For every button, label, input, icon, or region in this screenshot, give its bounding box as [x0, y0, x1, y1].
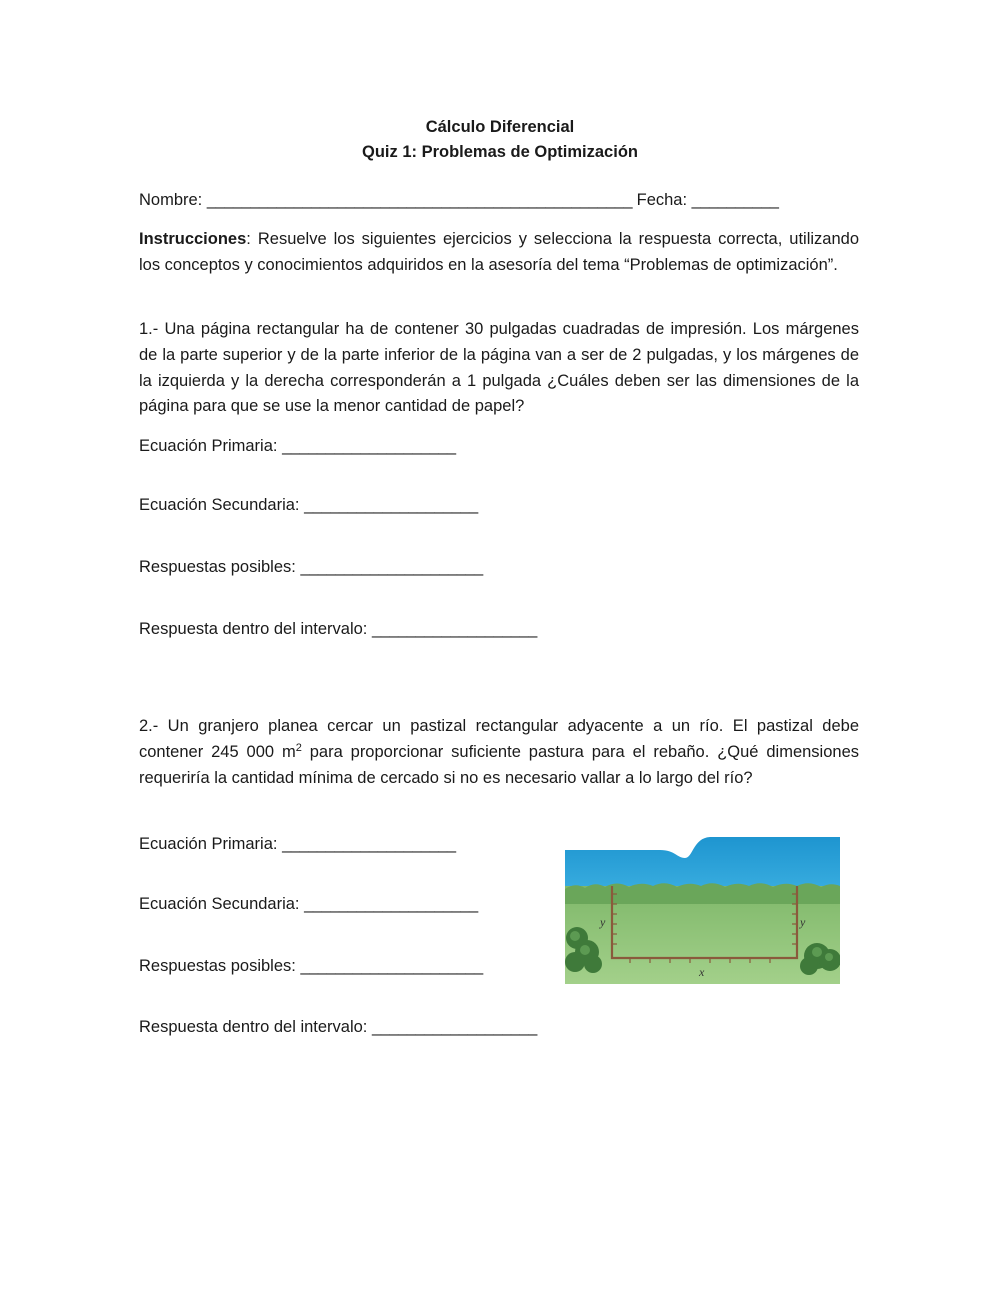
- grass-edge: [565, 883, 840, 904]
- name-field[interactable]: _________________________________________________: [206, 191, 633, 209]
- p2-possible-field[interactable]: _____________________: [300, 957, 483, 975]
- label-x: x: [699, 965, 705, 979]
- date-label: Fecha:: [636, 191, 688, 209]
- instructions-text: : Resuelve los siguientes ejercicios y selecciona la respuesta correcta, utilizando los conceptos y conocimientos adquiridos en la asesoría del tema “Problemas de optimización”.: [139, 230, 859, 274]
- p1-secondary-field[interactable]: ____________________: [304, 496, 478, 514]
- label-y-right: y: [800, 915, 806, 929]
- p1-primary-field[interactable]: ____________________: [282, 437, 456, 455]
- p1-possible-label: Respuestas posibles:: [139, 558, 296, 576]
- p2-possible-label: Respuestas posibles:: [139, 957, 296, 975]
- p2-interval-field[interactable]: ___________________: [371, 1018, 537, 1036]
- label-y-left: y: [600, 915, 606, 929]
- pasture-figure: [565, 834, 840, 984]
- p1-secondary-row: [139, 496, 478, 515]
- p2-possible-row: [139, 957, 483, 976]
- instructions-label: Instrucciones: [139, 230, 247, 248]
- p2-primary-field[interactable]: ____________________: [282, 835, 456, 853]
- problem2-text-b: para proporcionar suficiente pastura para el rebaño. ¿Qué dimensiones requeriría la cantidad mínima de cercado si no es necesario vallar a lo largo del río?: [139, 742, 859, 787]
- name-date-row: [139, 191, 778, 210]
- p2-primary-row: [139, 835, 456, 854]
- problem2-text-a: 2.- Un granjero planea cercar un pastizal rectangular adyacente a un río. El pastizal debe contener 245 000 m: [139, 717, 859, 761]
- name-label: Nombre:: [139, 191, 203, 209]
- instructions: [139, 227, 859, 279]
- p2-interval-row: [139, 1018, 537, 1037]
- exponent: 2: [295, 741, 302, 754]
- quiz-title: Quiz 1: Problemas de Optimización: [362, 143, 638, 161]
- p1-interval-field[interactable]: ___________________: [371, 620, 537, 638]
- problem1-text: 1.- Una página rectangular ha de contener 30 pulgadas cuadradas de impresión. Los márgenes de la parte superior y de la parte inferior de la página van a ser de 2 pulgadas, y los márgenes de la izquierda y la derecha corresponderán a 1 pulgada ¿Cuáles deben ser las dimensiones de la página para que se use la menor cantidad de papel?: [139, 320, 859, 416]
- p1-possible-row: [139, 558, 483, 577]
- problem2-text: [139, 714, 859, 791]
- p2-secondary-label: Ecuación Secundaria:: [139, 895, 300, 913]
- p2-interval-label: Respuesta dentro del intervalo:: [139, 1018, 368, 1036]
- p1-primary-label: Ecuación Primaria:: [139, 437, 278, 455]
- p2-secondary-field[interactable]: ____________________: [304, 895, 478, 913]
- date-field[interactable]: __________: [691, 191, 779, 209]
- p1-secondary-label: Ecuación Secundaria:: [139, 496, 300, 514]
- p1-interval-row: [139, 620, 537, 639]
- course-title: Cálculo Diferencial: [425, 118, 575, 136]
- p2-primary-label: Ecuación Primaria:: [139, 835, 278, 853]
- p1-possible-field[interactable]: _____________________: [300, 558, 483, 576]
- p1-primary-row: [139, 437, 456, 456]
- p1-interval-label: Respuesta dentro del intervalo:: [139, 620, 368, 638]
- p2-secondary-row: [139, 895, 478, 914]
